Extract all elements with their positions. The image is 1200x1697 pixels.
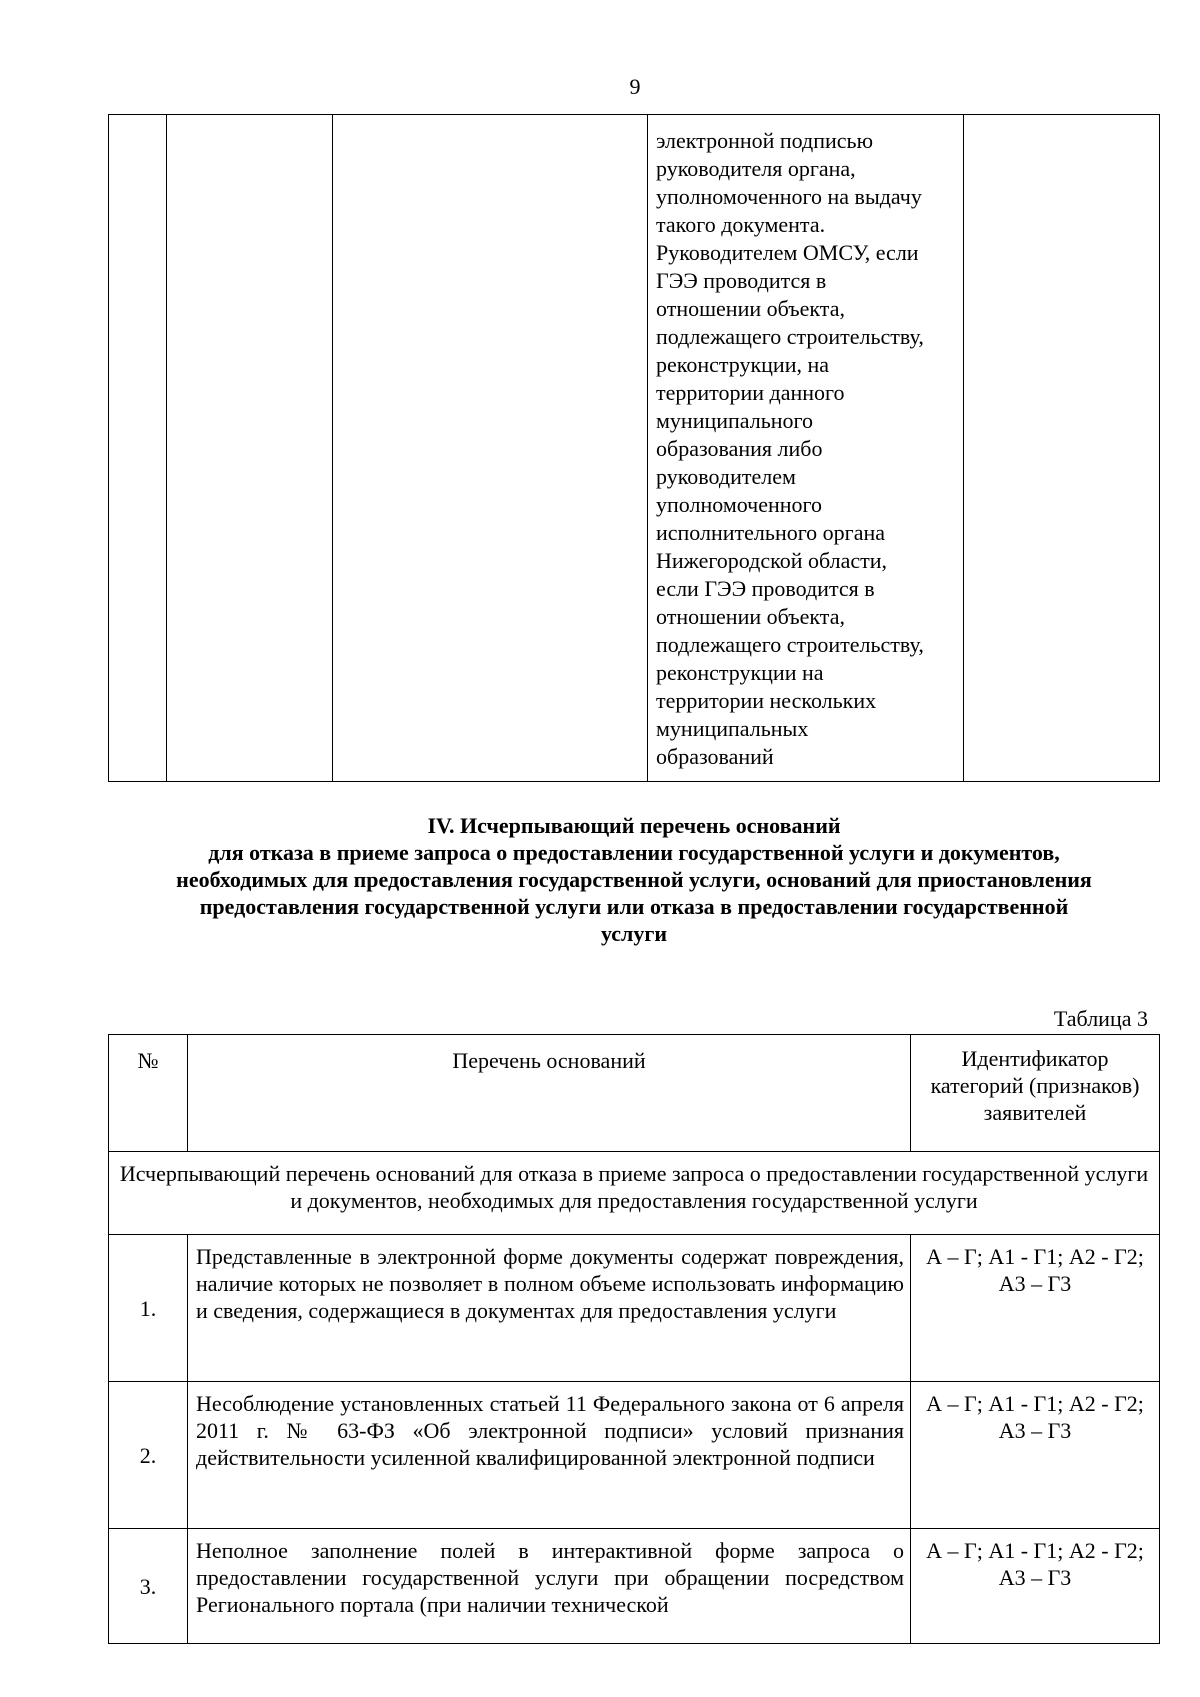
grounds-table xyxy=(108,1034,1160,1644)
table-row xyxy=(109,1235,1160,1382)
section-heading: IV. Исчерпывающий перечень оснований для отказа в приеме запроса о предоставлении государственной услуги и документов, необходимых для предоставления государственной услуги, оснований для приостановления предоставления государственной услуги или отказа в предоставлении государственной услуги xyxy=(176,813,1092,946)
continued-table-cell-3 xyxy=(333,115,648,782)
row-identifier: А – Г; А1 - Г1; А2 - Г2; А3 – Г3 xyxy=(911,1235,1160,1382)
header-reasons: Перечень оснований xyxy=(188,1035,911,1152)
row-number: 1. xyxy=(109,1235,188,1382)
table-caption: Таблица 3 xyxy=(1053,1006,1148,1031)
row-identifier: А – Г; А1 - Г1; А2 - Г2; А3 – Г3 xyxy=(911,1382,1160,1529)
continued-table xyxy=(108,114,1160,782)
row-reason: Неполное заполнение полей в интерактивной форме запроса о предоставлении государственной услуги при обращении посредством Регионального портала (при наличии технической xyxy=(188,1529,911,1644)
row-number: 3. xyxy=(109,1529,188,1644)
group-title: Исчерпывающий перечень оснований для отказа в приеме запроса о предоставлении государственной услуги и документов, необходимых для предоставления государственной услуги xyxy=(109,1152,1160,1235)
row-reason: Представленные в электронной форме документы содержат повреждения, наличие которых не позволяет в полном объеме использовать информацию и сведения, содержащиеся в документах для предоставления услуги xyxy=(188,1235,911,1382)
table-row xyxy=(109,1382,1160,1529)
continued-table-cell-5 xyxy=(964,115,1160,782)
table-row xyxy=(109,1529,1160,1644)
continued-table-cell-4 xyxy=(648,115,964,782)
continued-table-cell-2 xyxy=(167,115,333,782)
row-number: 2. xyxy=(109,1382,188,1529)
row-identifier: А – Г; А1 - Г1; А2 - Г2; А3 – Г3 xyxy=(911,1529,1160,1644)
header-identifier: Идентификатор категорий (признаков) заявителей xyxy=(911,1035,1160,1152)
page-number: 9 xyxy=(629,74,641,99)
group-title-row xyxy=(109,1152,1160,1235)
header-number: № xyxy=(109,1035,188,1152)
table-header-row xyxy=(109,1035,1160,1152)
continued-table-text: электронной подписью руководителя органа, уполномоченного на выдачу такого документа. Руководителем ОМСУ, если ГЭЭ проводится в отношении объекта, подлежащего строительству, реконструкции, на территории данного муниципального образования либо руководителем уполномоченного исполнительного органа Нижегородской области, если ГЭЭ проводится в отношении объекта, подлежащего строительству, реконструкции на территории нескольких муниципальных образований xyxy=(656,128,924,769)
continued-table-cell-1 xyxy=(109,115,167,782)
row-reason: Несоблюдение установленных статьей 11 Федерального закона от 6 апреля 2011 г. № 63-ФЗ «Об электронной подписи» условий признания действительности усиленной квалифицированной электронной подписи xyxy=(188,1382,911,1529)
